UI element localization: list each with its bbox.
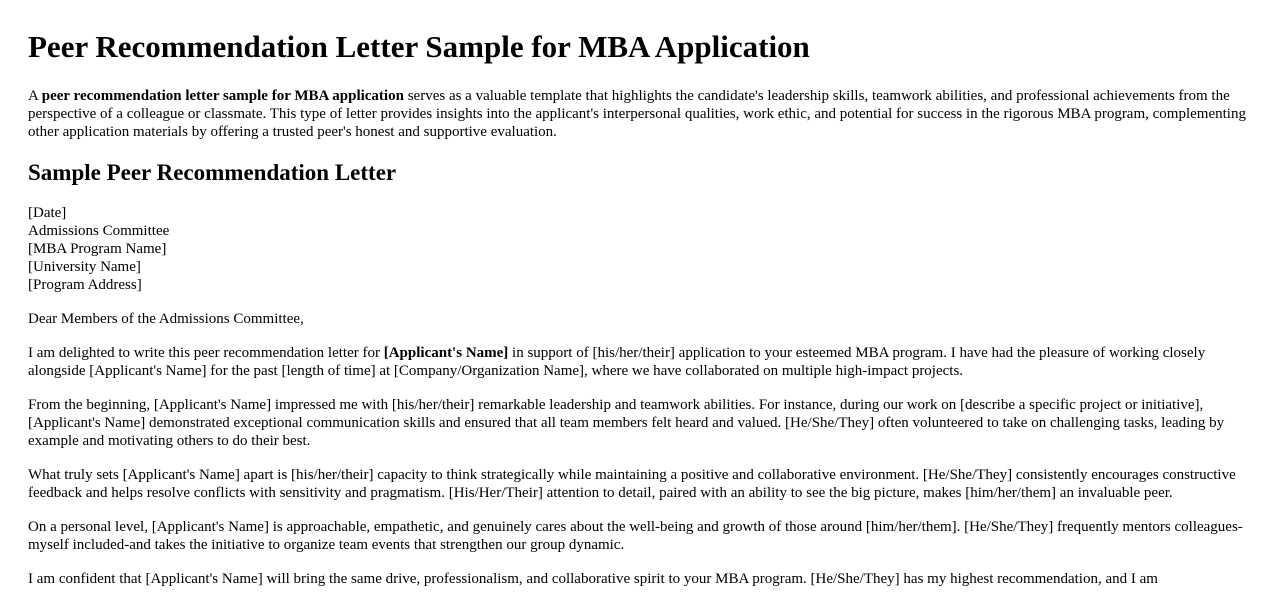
intro-prefix: A: [28, 88, 42, 104]
address-line-program-address: [Program Address]: [28, 277, 142, 293]
p1-rest: in support of [his/her/their] application to your esteemed MBA program. I have had the pleasure of working closely alongside [Applicant's Name] for the past [length of time] at [Company/Organization Name], where we have collaborated on multiple high-impact projects.: [28, 345, 1206, 379]
letter-salutation: Dear Members of the Admissions Committee,: [28, 311, 304, 327]
page-title: Peer Recommendation Letter Sample for MBA Application: [28, 29, 810, 64]
p1-applicant-name: [Applicant's Name]: [383, 345, 509, 361]
address-line-committee: Admissions Committee: [28, 223, 170, 239]
address-line-date: [Date]: [28, 205, 67, 221]
section-heading: Sample Peer Recommendation Letter: [28, 160, 397, 185]
p1-prefix: I am delighted to write this peer recommendation letter for: [28, 345, 384, 361]
letter-paragraph-1: [28, 344, 1250, 380]
address-line-university: [University Name]: [28, 259, 141, 275]
intro-rest: serves as a valuable template that highlights the candidate's leadership skills, teamwork abilities, and professional achievements from the perspective of a colleague or classmate. This type of letter provides insights into the applicant's interpersonal qualities, work ethic, and potential for success in the rigorous MBA program, complementing other application materials by offering a trusted peer's honest and supportive evaluation.: [28, 88, 1246, 140]
document: [28, 0, 1250, 588]
intro-paragraph: [28, 87, 1250, 141]
address-line-program: [MBA Program Name]: [28, 241, 167, 257]
letter-address-block: [28, 204, 1250, 294]
letter-paragraph-2: From the beginning, [Applicant's Name] impressed me with [his/her/their] remarkable leadership and teamwork abilities. For instance, during our work on [describe a specific project or initiative], [Applicant's Name] demonstrated exceptional communication skills and ensured that all team members felt heard and valued. [He/She/They] often volunteered to take on challenging tasks, leading by example and motivating others to do their best.: [28, 397, 1225, 449]
letter-paragraph-4: On a personal level, [Applicant's Name] is approachable, empathetic, and genuinely cares about the well-being and growth of those around [him/her/them]. [He/She/They] frequently mentors colleagues-myself included-and takes the initiative to organize team events that strengthen our group dynamic.: [28, 519, 1243, 553]
letter-paragraph-5: I am confident that [Applicant's Name] will bring the same drive, professionalism, and collaborative spirit to your MBA program. [He/She/They] has my highest recommendation, and I am: [28, 571, 1158, 587]
letter-paragraph-3: What truly sets [Applicant's Name] apart is [his/her/their] capacity to think strategically while maintaining a positive and collaborative environment. [He/She/They] consistently encourages constructive feedback and helps resolve conflicts with sensitivity and pragmatism. [His/Her/Their] attention to detail, paired with an ability to see the big picture, makes [him/her/them] an invaluable peer.: [28, 467, 1236, 501]
intro-bold-phrase: peer recommendation letter sample for MBA application: [41, 88, 404, 104]
